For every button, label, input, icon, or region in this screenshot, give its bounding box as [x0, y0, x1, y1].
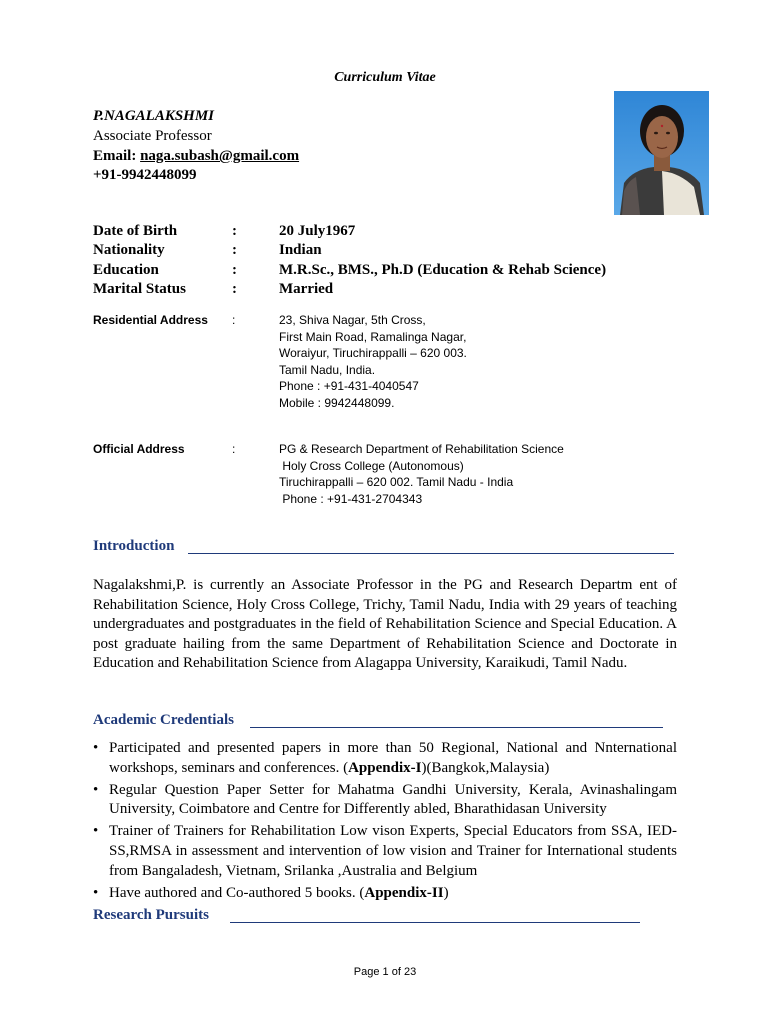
- detail-colon: :: [232, 242, 237, 258]
- residential-address-label: Residential Address: [93, 313, 208, 327]
- email-link[interactable]: naga.subash@gmail.com: [140, 148, 300, 164]
- official-address-label: Official Address: [93, 442, 185, 456]
- official-address-colon: :: [232, 442, 236, 456]
- candidate-position: Associate Professor: [93, 128, 212, 144]
- profile-photo: [614, 91, 709, 215]
- page-number: Page 1 of 23: [353, 966, 417, 978]
- detail-value: Married: [279, 281, 334, 297]
- detail-label: Nationality: [93, 242, 165, 258]
- detail-value: M.R.Sc., BMS., Ph.D (Education & Rehab Science): [279, 262, 607, 278]
- detail-value: Indian: [279, 242, 322, 258]
- detail-value: 20 July1967: [279, 223, 356, 239]
- academic-credentials-rule: [250, 727, 663, 728]
- academic-credentials-heading: Academic Credentials: [93, 712, 234, 728]
- introduction-heading-rule: [188, 553, 674, 554]
- bullet-icon: •: [93, 740, 99, 756]
- email-label: Email:: [93, 148, 141, 164]
- candidate-email: [93, 148, 299, 165]
- research-pursuits-rule: [230, 922, 640, 923]
- list-item: • Trainer of Trainers for Rehabilitation Low vison Experts, Special Educators from SSA, IED-SS,RMSA in assessment and intervention of low vision and Trainer for International students from Bangaladesh, Vietnam, Srilanka ,Australia and Belgium: [93, 823, 677, 879]
- introduction-paragraph: Nagalakshmi,P. is currently an Associate Professor in the PG and Research Departm ent of Rehabilitation Science, Holy Cross College, Trichy, Tamil Nadu, India with 29 years of teaching undergraduates and postgraduates in the field of Rehabilitation Science and Special Education. A post graduate hailing from the same Department of Rehabilitation Science and Doctorate in Education and Rehabilitation Science from Alagappa University, Karaikudi, Tamil Nadu.: [93, 577, 677, 671]
- official-address-lines: PG & Research Department of Rehabilitation Science Holy Cross College (Autonomous) Tiruchirappalli – 620 002. Tamil Nadu - India Phone : +91-431-2704343: [279, 442, 564, 506]
- candidate-phone: +91-9942448099: [93, 167, 197, 183]
- introduction-heading: Introduction: [93, 538, 175, 554]
- residential-address-lines: 23, Shiva Nagar, 5th Cross, First Main Road, Ramalinga Nagar, Woraiyur, Tiruchirappalli – 620 003. Tamil Nadu, India. Phone : +91-431-4040547 Mobile : 9942448099.: [279, 313, 467, 410]
- list-item: • Regular Question Paper Setter for Mahatma Gandhi University, Kerala, Avinashalingam University, Coimbatore and Centre for Differently abled, Bharathidasan University: [93, 781, 677, 818]
- detail-colon: :: [232, 281, 237, 297]
- research-pursuits-heading: Research Pursuits: [93, 907, 209, 923]
- detail-label: Education: [93, 262, 159, 278]
- residential-address-colon: :: [232, 313, 236, 327]
- detail-label: Date of Birth: [93, 223, 178, 239]
- bullet-icon: •: [93, 823, 99, 840]
- academic-credentials-list: [93, 739, 677, 905]
- bullet-icon: •: [93, 884, 99, 901]
- candidate-name: P.NAGALAKSHMI: [93, 108, 215, 124]
- detail-colon: :: [232, 223, 237, 239]
- detail-colon: :: [232, 262, 237, 278]
- list-item: • Have authored and Co-authored 5 books. (Appendix-II): [93, 884, 677, 904]
- list-item: • Participated and presented papers in more than 50 Regional, National and Nnternational workshops, seminars and conferences. (Appendix-I)(Bangkok,Malaysia): [93, 740, 677, 776]
- document-title: Curriculum Vitae: [334, 70, 436, 85]
- detail-label: Marital Status: [93, 281, 186, 297]
- bullet-icon: •: [93, 781, 99, 798]
